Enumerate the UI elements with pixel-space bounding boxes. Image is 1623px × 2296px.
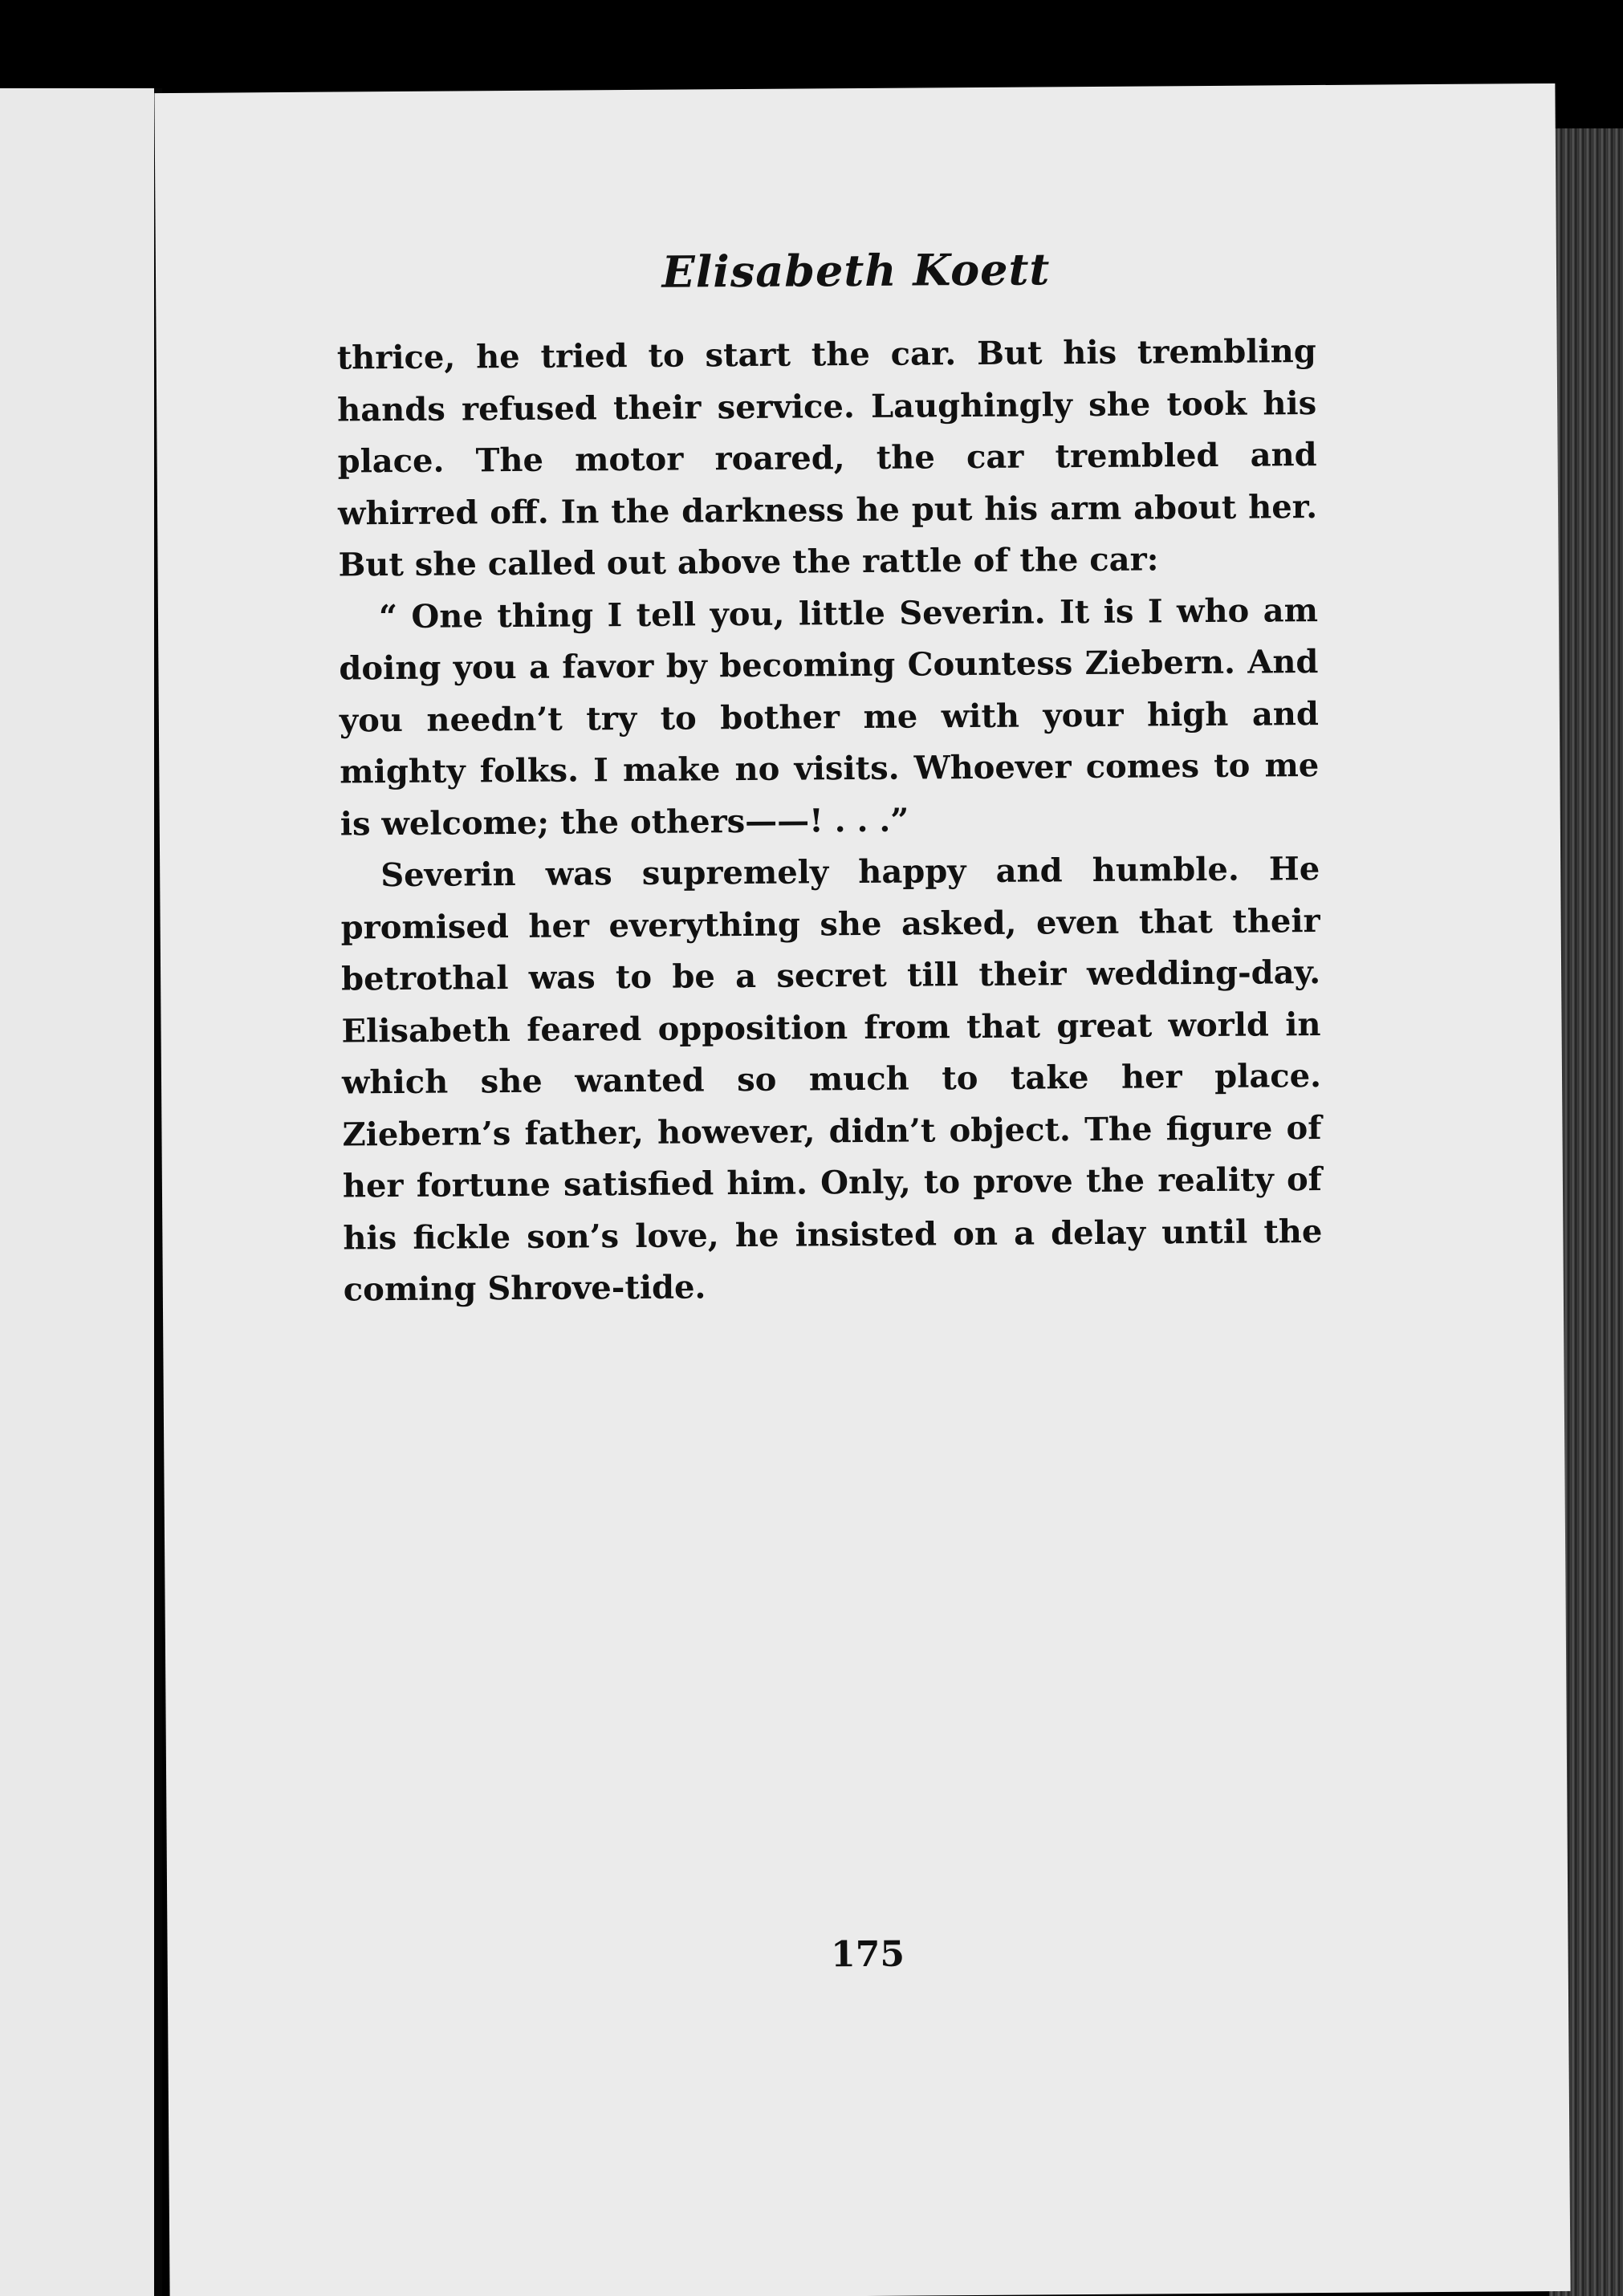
- running-head: Elisabeth Koett: [661, 243, 1051, 298]
- facing-page-fragment: [0, 88, 154, 2296]
- body-text: [337, 326, 1324, 1316]
- paragraph: thrice, he tried to start the car. But his trembling hands refused their service. Laughingly she took his place. The motor roared, the car trembled and whirred off. In the darkness he put his arm about her. But she called out above the rattle of the car:: [336, 332, 1318, 584]
- paragraph: Severin was supremely happy and humble. He promised her everything she asked, even that their betrothal was to be a secret till their wedding-day. Elisabeth feared opposition from that great world in which she wanted so much to take her place. Ziebern’s father, however, didn’t object. The figure of her fortune satisfied him. Only, to prove the reality of his fickle son’s love, he insisted on a delay until the coming Shrove-tide.: [340, 850, 1323, 1309]
- paragraph: “ One thing I tell you, little Severin. It is I who am doing you a favor by becoming Countess Ziebern. And you needn’t try to bother me with your high and mighty folks. I make no visits. Whoever comes to me is welcome; the others——! . . .”: [339, 591, 1320, 843]
- book-page: [154, 83, 1570, 2296]
- page-number: 175: [831, 1933, 905, 1976]
